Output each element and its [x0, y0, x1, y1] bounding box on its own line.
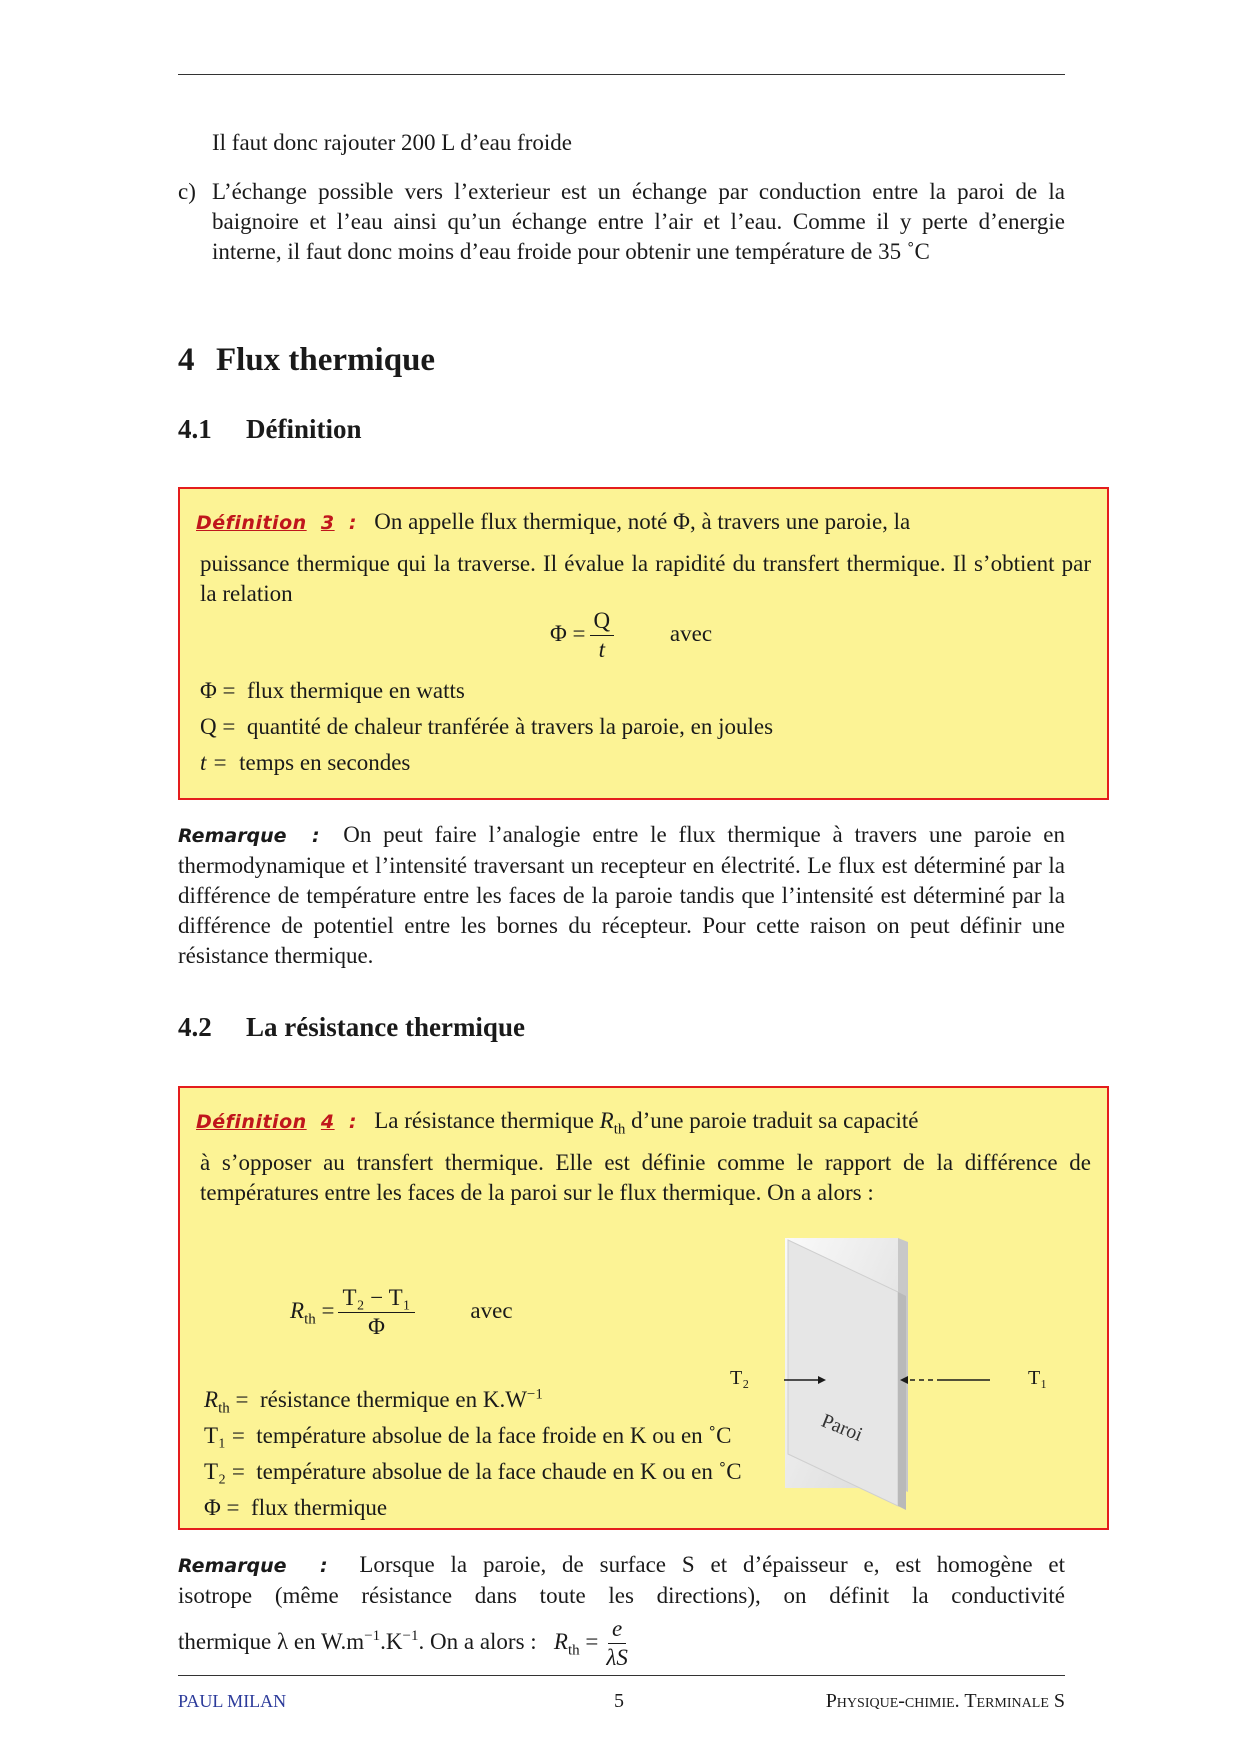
diagram-t2-label: T₂	[730, 1367, 750, 1389]
subsection-heading-1	[178, 412, 362, 446]
subsection-title: Définition	[246, 414, 362, 444]
footer-course: Physique-chimie. Terminale S	[825, 1690, 1065, 1712]
definition-3-text: puissance thermique qui la traverse. Il évalue la rapidité du transfert thermique. Il s’obtient par la relation	[200, 551, 1091, 606]
footer-author: PAUL MILAN	[178, 1691, 287, 1711]
remark-2-line2: isotrope (même résistance dans toute les directions), on définit la conductivité	[178, 1583, 1065, 1608]
remark-1	[178, 820, 1065, 971]
footer-page-number: 5	[614, 1690, 624, 1712]
item-c-label: c)	[178, 179, 196, 204]
section-title: Flux thermique	[216, 342, 436, 378]
remark-1-text: On peut faire l’analogie entre le flux thermique à travers une paroie en thermodynamique et l’intensité traversant un recepteur en électrité. Le flux est déterminé par la différence de température entre les faces de la paroie tandis que l’intensité est déterminé par la différence de potentiel entre les bornes du récepteur. Pour cette raison on peut définir une résistance thermique.	[178, 822, 1065, 968]
definition-3-formula: Φ = $\frac{Q}{t}$ avec	[550, 608, 713, 662]
diagram-wall-label: Paroi	[818, 1409, 866, 1446]
remark-2-label: Remarque :	[178, 1555, 328, 1577]
footer-rule	[178, 1675, 1065, 1676]
subsection-number: 4.2	[178, 1012, 212, 1042]
subsection-heading-2	[178, 1010, 525, 1044]
remark-2-line3: thermique λ en $W.m^{-1}.K^{-1}$. On a alors : $R_{th}$ = $\frac{e}{\lambda S}$	[178, 1616, 628, 1670]
subsection-title: La résistance thermique	[246, 1012, 525, 1042]
definition-3-legend-t: t = temps en secondes	[200, 750, 411, 775]
text-line: Il faut donc rajouter 200 L d’eau froide	[212, 130, 572, 155]
section-number: 4	[178, 342, 195, 378]
definition-4-legend-t2: T₂ = température absolue de la face chaude en K ou en ˚C	[204, 1459, 742, 1484]
definition-3-legend-q: Q = quantité de chaleur tranférée à travers la paroie, en joules	[200, 714, 774, 739]
definition-box-4	[178, 1086, 1109, 1530]
definition-3-line1: On appelle flux thermique, noté Φ, à travers une paroie, la	[374, 509, 911, 534]
definition-4-legend-rth: $R_{th}$ = résistance thermique en $K.W^{-1}$	[204, 1386, 543, 1417]
definition-4-formula: $R_{th}$ = $\frac{\text{T₂ − T₁}}{\Phi}$ avec	[290, 1285, 513, 1339]
diagram-t1-label: T₁	[1028, 1367, 1048, 1389]
remark-2-line1: Remarque : Lorsque la paroie, de surface S et d’épaisseur e, est homogène et	[178, 1552, 1066, 1577]
item-c-text: L’échange possible vers l’exterieur est un échange par conduction entre la paroi de la baignoire et l’eau ainsi qu’un échange entre l’air et l’eau. Comme il y perte d’energie interne, il faut donc moins d’eau froide pour obtenir une température de 35 ˚C	[212, 179, 1065, 264]
definition-4-legend-phi: Φ = flux thermique	[204, 1495, 388, 1520]
header-rule	[178, 74, 1065, 75]
definition-4-legend-t1: T₁ = température absolue de la face froide en K ou en ˚C	[204, 1423, 732, 1448]
wall-diagram	[780, 1238, 1100, 1518]
definition-3-legend-phi: Φ = flux thermique en watts	[200, 678, 465, 703]
remark-2	[178, 1550, 1065, 1672]
definition-3-first-line	[196, 507, 1091, 538]
definition-4-text: à s’opposer au transfert thermique. Elle est définie comme le rapport de la différence de températures entre les faces de la paroi sur le flux thermique. On a alors :	[200, 1150, 1091, 1205]
subsection-number: 4.1	[178, 414, 212, 444]
section-heading	[178, 340, 435, 380]
definition-3-label: Définition 3 :	[196, 512, 357, 534]
remark-1-label: Remarque :	[178, 825, 320, 847]
wall-edge	[898, 1292, 906, 1510]
definition-4-label: Définition 4 :	[196, 1111, 357, 1133]
definition-4-first-line: Définition 4 : La résistance thermique $R_{th}$ d’une paroie traduit sa capacité	[196, 1108, 919, 1138]
definition-box-3	[178, 487, 1109, 800]
